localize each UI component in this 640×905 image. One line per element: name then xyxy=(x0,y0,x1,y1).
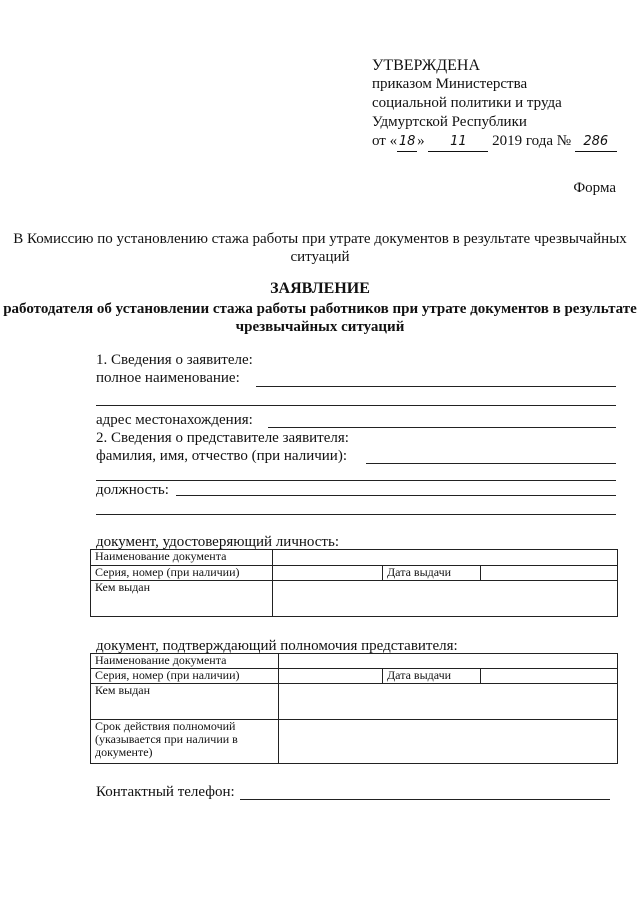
section1-heading: 1. Сведения о заявителе: xyxy=(96,352,253,368)
id-issued-by-label: Кем выдан xyxy=(91,581,273,617)
authority-document-table xyxy=(90,653,618,764)
id-issued-by-cell[interactable] xyxy=(273,581,618,617)
date-prefix: от « xyxy=(372,133,398,149)
document-title: ЗАЯВЛЕНИЕ xyxy=(270,280,370,297)
authority-document-heading: документ, подтверждающий полномочия представителя: xyxy=(96,638,458,654)
section2-heading: 2. Сведения о представителе заявителя: xyxy=(96,430,349,446)
approval-number: 286 xyxy=(575,132,617,152)
fio-label: фамилия, имя, отчество (при наличии): xyxy=(96,448,347,464)
contact-phone-field[interactable] xyxy=(240,799,610,800)
id-doc-name-label: Наименование документа xyxy=(91,550,273,566)
auth-doc-name-label: Наименование документа xyxy=(91,654,279,669)
auth-series-cell[interactable] xyxy=(279,669,383,684)
approval-line-1: приказом Министерства xyxy=(372,76,528,92)
approval-month: 11 xyxy=(428,132,488,152)
full-name-label: полное наименование: xyxy=(96,370,240,386)
auth-validity-cell[interactable] xyxy=(279,720,618,764)
auth-issue-date-cell[interactable] xyxy=(481,669,618,684)
position-label: должность: xyxy=(96,482,169,498)
contact-phone-label: Контактный телефон: xyxy=(96,784,235,800)
date-mid: » xyxy=(417,133,425,149)
auth-series-label: Серия, номер (при наличии) xyxy=(91,669,279,684)
approval-line-3: Удмуртской Республики xyxy=(372,114,527,130)
id-document-heading: документ, удостоверяющий личность: xyxy=(96,534,339,550)
id-document-table xyxy=(90,549,618,617)
position-field[interactable] xyxy=(176,495,616,496)
fio-field[interactable] xyxy=(366,463,616,464)
id-doc-name-cell[interactable] xyxy=(273,550,618,566)
approval-line-2: социальной политики и труда xyxy=(372,95,562,111)
position-field-line-2[interactable] xyxy=(96,514,616,515)
auth-issued-by-cell[interactable] xyxy=(279,684,618,720)
fio-field-line-2[interactable] xyxy=(96,480,616,481)
auth-issued-by-label: Кем выдан xyxy=(91,684,279,720)
id-issue-date-cell[interactable] xyxy=(481,566,618,581)
document-subtitle: работодателя об установлении стажа работы работников при утрате документов в результате чрезвычайных ситуаций xyxy=(3,301,637,335)
id-issue-date-label: Дата выдачи xyxy=(383,566,481,581)
auth-issue-date-label: Дата выдачи xyxy=(383,669,481,684)
addressee: В Комиссию по установлению стажа работы при утрате документов в результате чрезвычайных ситуаций xyxy=(13,231,627,265)
approval-date-line xyxy=(372,132,617,152)
approval-year: 2019 года № xyxy=(492,133,572,149)
form-label: Форма xyxy=(573,180,616,196)
address-field[interactable] xyxy=(268,427,616,428)
approval-block xyxy=(372,56,617,152)
full-name-field-line-2[interactable] xyxy=(96,405,616,406)
id-series-label: Серия, номер (при наличии) xyxy=(91,566,273,581)
approval-heading: УТВЕРЖДЕНА xyxy=(372,57,481,74)
auth-validity-label: Срок действия полномочий (указывается при наличии в документе) xyxy=(91,720,279,764)
full-name-field[interactable] xyxy=(256,386,616,387)
approval-day: 18 xyxy=(397,132,417,152)
auth-doc-name-cell[interactable] xyxy=(279,654,618,669)
id-series-cell[interactable] xyxy=(273,566,383,581)
address-label: адрес местонахождения: xyxy=(96,412,253,428)
